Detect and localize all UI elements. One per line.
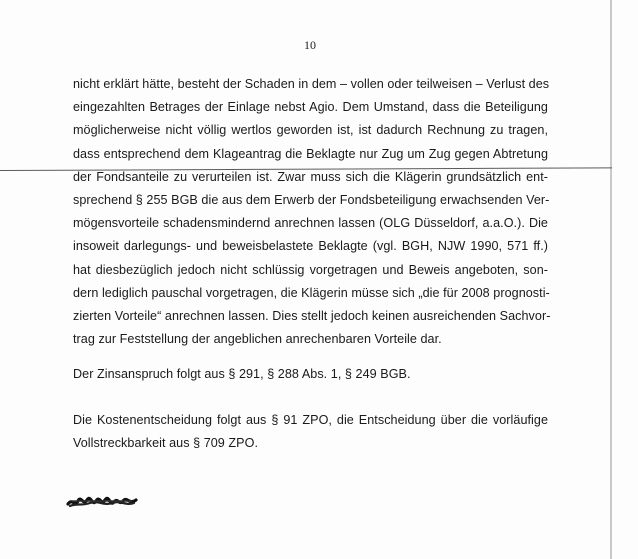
text-line: mögensvorteile schadensmindernd anrechnen lassen (OLG Düsseldorf, a.a.O.). Die: [73, 216, 548, 230]
text-line: nicht erklärt hätte, besteht der Schaden in dem – vollen oder teilweisen – Verlust des: [73, 77, 550, 91]
text-line: der Fondsanteile zu verurteilen ist. Zwar muss sich die Klägerin grundsätzlich ent-: [73, 170, 548, 184]
text-line: trag zur Feststellung der angeblichen anrechenbaren Vorteile dar.: [73, 332, 442, 346]
text-line: eingezahlten Betrages der Einlage nebst Agio. Dem Umstand, dass die Beteiligung: [73, 100, 548, 114]
text-line: hat diesbezüglich jedoch nicht schlüssig vorgetragen und Beweis angeboten, son-: [73, 263, 548, 277]
text-line: dern lediglich pauschal vorgetragen, die Klägerin müsse sich „die für 2008 prognosti-: [73, 286, 550, 300]
page-edge-shadow: [610, 0, 612, 559]
page-number: 10: [304, 38, 316, 52]
text-line: Vollstreckbarkeit aus § 709 ZPO.: [73, 436, 258, 450]
text-line: Die Kostenentscheidung folgt aus § 91 ZPO, die Entscheidung über die vorläufige: [73, 413, 548, 427]
text-line: zierten Vorteile“ anrechnen lassen. Dies stellt jedoch keinen ausreichenden Sachvor-: [73, 309, 551, 323]
text-line: insoweit darlegungs- und beweisbelastete Beklagte (vgl. BGH, NJW 1990, 571 ff.): [73, 239, 548, 253]
redacted-signature-icon: [66, 494, 138, 510]
text-line: dass entsprechend dem Klageantrag die Beklagte nur Zug um Zug gegen Abtretung: [73, 147, 548, 161]
text-line: sprechend § 255 BGB die aus dem Erwerb der Fondsbeteiligung erwachsenden Ver-: [73, 193, 550, 207]
text-line: möglicherweise nicht völlig wertlos geworden ist, ist dadurch Rechnung zu tragen,: [73, 123, 548, 137]
text-line: Der Zinsanspruch folgt aus § 291, § 288 Abs. 1, § 249 BGB.: [73, 367, 411, 381]
